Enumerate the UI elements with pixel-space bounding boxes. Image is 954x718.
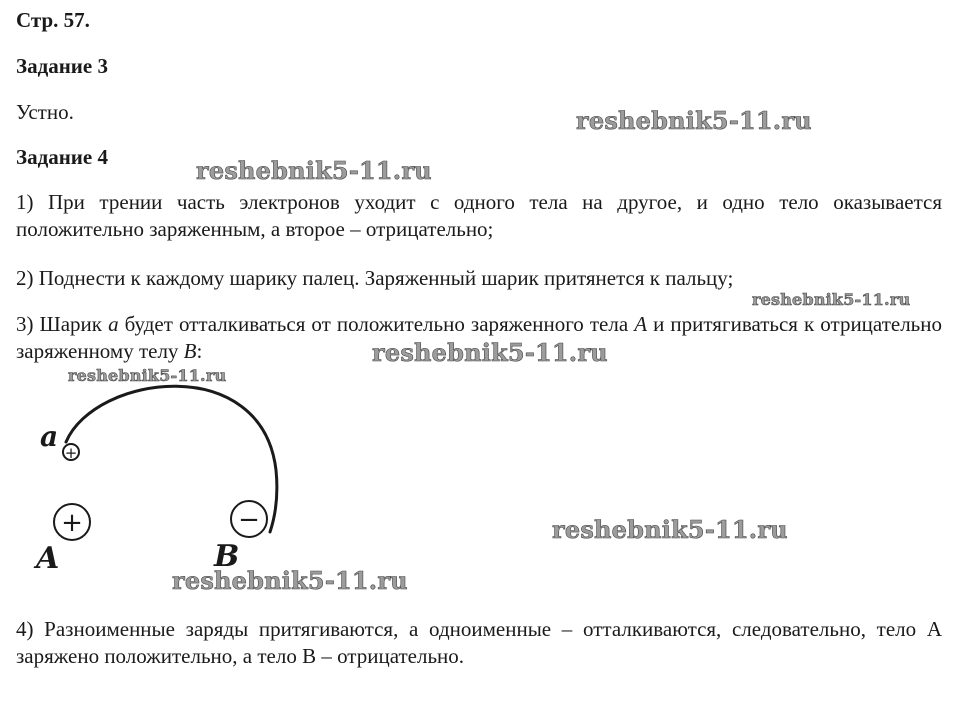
- body-a-charge-sign: +: [61, 508, 83, 538]
- task4-item4: 4) Разноименные заряды притягиваются, а одноименные – отталкиваются, следовательно, тело А заряжено положительно, а тело В – отрицательно.: [16, 617, 942, 668]
- watermark: reshebnik5-11.ru: [552, 515, 788, 544]
- item3-text-start: 3) Шарик: [16, 312, 109, 336]
- watermark: reshebnik5-11.ru: [752, 290, 911, 309]
- body-b-label: B: [214, 539, 240, 574]
- task4-heading: Задание 4: [16, 145, 108, 169]
- watermark: reshebnik5-11.ru: [576, 106, 812, 135]
- item3-text-middle2: и притягиваться к отрицательно заряженному телу: [16, 312, 942, 363]
- task4-item1: 1) При трении часть электронов уходит с одного тела на другое, и одно тело оказывается положительно заряженным, а второе – отрицательно;: [16, 190, 942, 241]
- electroscope-diagram: [0, 360, 320, 580]
- body-a-label: A: [36, 541, 60, 576]
- ball-charge-sign: +: [64, 444, 78, 462]
- task3-heading: Задание 3: [16, 54, 108, 78]
- task4-item2: 2) Поднести к каждому шарику палец. Заряженный шарик притянется к пальцу;: [16, 266, 734, 290]
- task3-answer: Устно.: [16, 100, 74, 124]
- item3-body-b: B: [183, 339, 197, 363]
- item3-ball-name: a: [108, 312, 119, 336]
- watermark: reshebnik5-11.ru: [196, 156, 432, 185]
- watermark: reshebnik5-11.ru: [172, 566, 408, 595]
- ball-label: a: [40, 420, 59, 453]
- item3-text-end: :: [196, 339, 203, 363]
- watermark: reshebnik5-11.ru: [68, 366, 227, 385]
- item3-text-middle: будет отталкиваться от положительно заряженного тела: [118, 312, 635, 336]
- page-label: Стр. 57.: [16, 8, 90, 32]
- item3-body-a: A: [634, 312, 648, 336]
- watermark: reshebnik5-11.ru: [372, 338, 608, 367]
- body-b-charge-sign: −: [238, 505, 260, 535]
